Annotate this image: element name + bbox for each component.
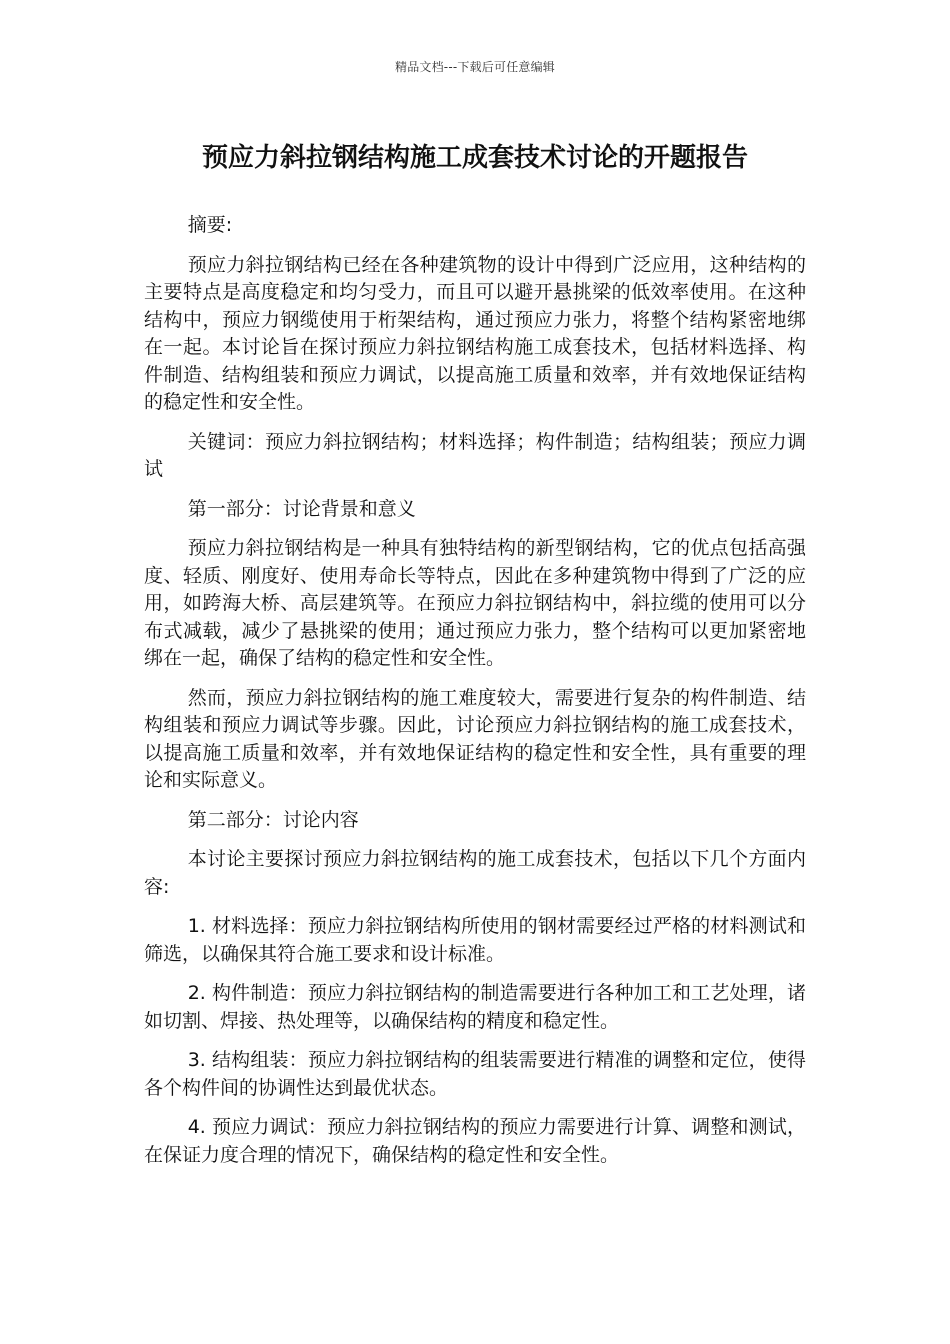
list-item-material-selection: 1. 材料选择：预应力斜拉钢结构所使用的钢材需要经过严格的材料测试和筛选，以确保其符合施工要求和设计标准。 (144, 915, 806, 965)
header-note: 精品文档---下载后可任意编辑 (395, 60, 555, 74)
abstract-label: 摘要: (187, 214, 233, 236)
section-heading-part-one: 第一部分：讨论背景和意义 (187, 497, 416, 520)
section-heading-part-two: 第二部分：讨论内容 (187, 808, 359, 831)
document-body (144, 212, 806, 1181)
list-item-prestress-debugging: 4. 预应力调试：预应力斜拉钢结构的预应力需要进行计算、调整和测试，在保证力度合理的情况下，确保结构的稳定性和安全性。 (144, 1116, 806, 1166)
background-paragraph: 预应力斜拉钢结构是一种具有独特结构的新型钢结构，它的优点包括高强度、轻质、刚度好、使用寿命长等特点，因此在多种建筑物中得到了广泛的应用，如跨海大桥、高层建筑等。在预应力斜拉钢结构中，斜拉缆的使用可以分布式减载，减少了悬挑梁的使用；通过预应力张力，整个结构可以更加紧密地绑在一起，确保了结构的稳定性和安全性。 (144, 537, 806, 669)
abstract-paragraph: 预应力斜拉钢结构已经在各种建筑物的设计中得到广泛应用，这种结构的主要特点是高度稳定和均匀受力，而且可以避开悬挑梁的低效率使用。在这种结构中，预应力钢缆使用于桁架结构，通过预应力张力，将整个结构紧密地绑在一起。本讨论旨在探讨预应力斜拉钢结构施工成套技术，包括材料选择、构件制造、结构组装和预应力调试，以提高施工质量和效率，并有效地保证结构的稳定性和安全性。 (144, 253, 806, 413)
content-intro-paragraph: 本讨论主要探讨预应力斜拉钢结构的施工成套技术，包括以下几个方面内容: (144, 848, 806, 898)
list-item-structural-assembly: 3. 结构组装：预应力斜拉钢结构的组装需要进行精准的调整和定位，使得各个构件间的协调性达到最优状态。 (144, 1049, 806, 1099)
keywords-paragraph: 关键词：预应力斜拉钢结构；材料选择；构件制造；结构组装；预应力调试 (144, 430, 806, 480)
document-title: 预应力斜拉钢结构施工成套技术讨论的开题报告 (201, 143, 748, 173)
list-item-component-manufacturing: 2. 构件制造：预应力斜拉钢结构的制造需要进行各种加工和工艺处理，诸如切割、焊接、热处理等，以确保结构的精度和稳定性。 (144, 982, 806, 1032)
significance-paragraph: 然而，预应力斜拉钢结构的施工难度较大，需要进行复杂的构件制造、结构组装和预应力调试等步骤。因此，讨论预应力斜拉钢结构的施工成套技术，以提高施工质量和效率，并有效地保证结构的稳定性和安全性，具有重要的理论和实际意义。 (144, 686, 806, 791)
